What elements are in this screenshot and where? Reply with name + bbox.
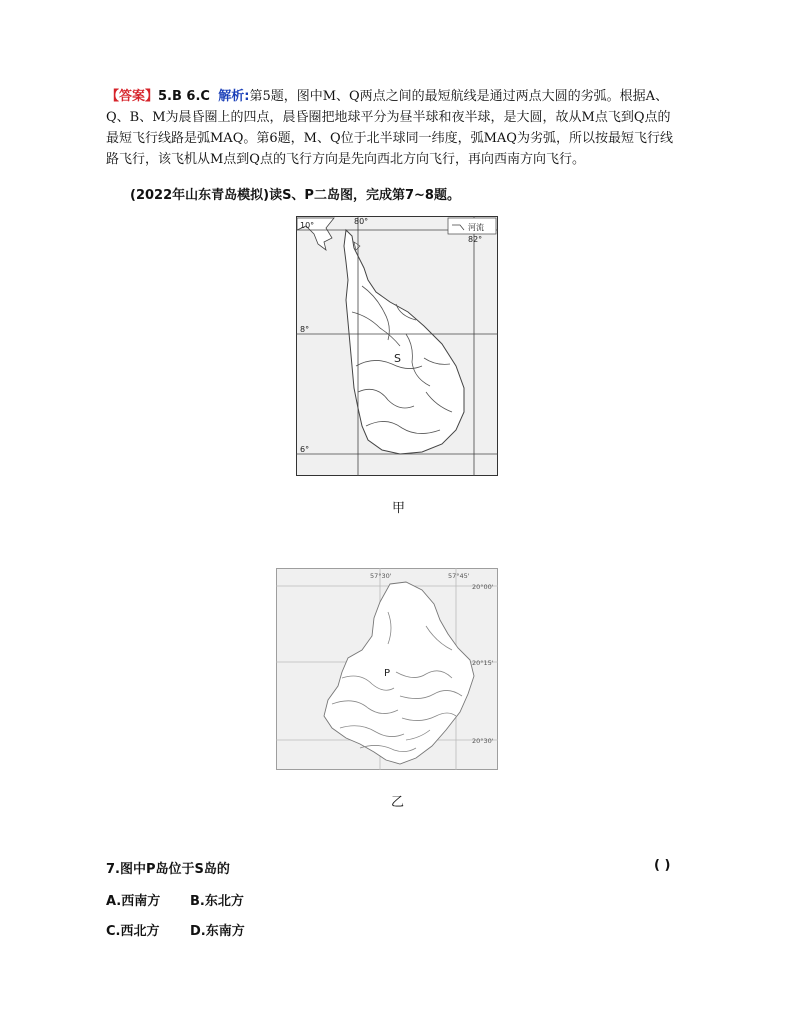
question-7-stem: 7.图中P岛位于S岛的 <box>106 862 230 877</box>
map2-lat-3: 20°30' <box>472 737 494 745</box>
analysis-line-2: Q、B、M为晨昏圈上的四点，晨昏圈把地球平分为昼半球和夜半球，是大圆，故从M点飞到Q点的 <box>106 110 671 125</box>
map-p-island <box>276 568 498 770</box>
analysis-tag: 解析: <box>218 89 250 104</box>
option-d: D.东南方 <box>190 924 245 939</box>
legend-label: 河流 <box>468 223 484 232</box>
analysis-line-4: 路飞行，该飞机从M点到Q点的飞行方向是先向西北方向飞行，再向西南方向飞行。 <box>106 152 585 167</box>
map1-lat-mid: 8° <box>300 325 310 334</box>
answer-blank: ( ) <box>654 858 671 873</box>
map1-lon-left: 80° <box>354 217 369 226</box>
analysis-line-1: 第5题，图中M、Q两点之间的最短航线是通过两点大圆的劣弧。根据A、 <box>249 89 669 104</box>
map-s-island <box>296 216 498 476</box>
map1-caption: 甲 <box>392 501 406 516</box>
analysis-line-3: 最短飞行线路是弧MAQ。第6题，M、Q位于北半球同一纬度，弧MAQ为劣弧，所以按最短飞行线 <box>106 131 673 146</box>
map1-lat-top: 10° <box>300 221 315 230</box>
map2-lon-left: 57°30' <box>370 572 392 580</box>
answer-paragraph <box>106 86 696 170</box>
option-a: A.西南方 <box>106 894 161 909</box>
option-b: B.东北方 <box>190 894 244 909</box>
map2-lat-2: 20°15' <box>472 659 494 667</box>
map2-lon-right: 57°45' <box>448 572 470 580</box>
map2-island-label: P <box>384 668 391 679</box>
map1-lat-bottom: 6° <box>300 445 310 454</box>
option-c: C.西北方 <box>106 924 160 939</box>
map1-lon-right: 82° <box>468 235 483 244</box>
answer-tag: 【答案】 <box>106 89 159 104</box>
map2-caption: 乙 <box>391 795 405 810</box>
map2-lat-1: 20°00' <box>472 583 494 591</box>
answer-values: 5.B 6.C <box>158 89 210 104</box>
map1-island-label: S <box>394 352 401 365</box>
question-intro: (2022年山东青岛模拟)读S、P二岛图，完成第7~8题。 <box>130 188 460 203</box>
